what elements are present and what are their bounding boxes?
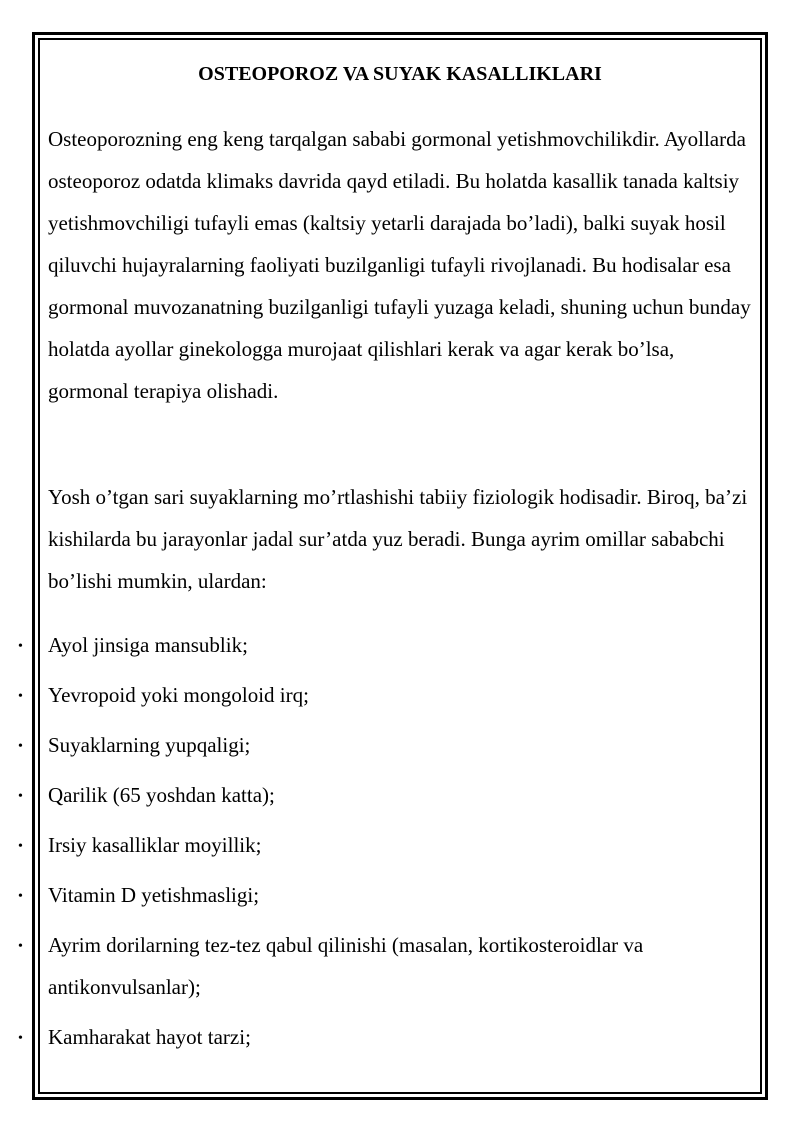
list-item xyxy=(0,724,758,766)
document-title: OSTEOPOROZ VA SUYAK KASALLIKLARI xyxy=(198,63,602,85)
list-item-text: Yevropoid yoki mongoloid irq; xyxy=(48,683,309,707)
paragraph-aging-factors: Yosh o’tgan sari suyaklarning mo’rtlashishi tabiiy fiziologik hodisadir. Biroq, ba’zi kishilarda bu jarayonlar jadal sur’atda yuz beradi. Bunga ayrim omillar sababchi bo’lishi mumkin, ulardan: xyxy=(48,485,748,593)
bullet-icon: • xyxy=(18,1031,23,1046)
list-item-text: Ayrim dorilarning tez-tez qabul qilinishi (masalan, kortikosteroidlar va antikonvulsanlar); xyxy=(48,933,644,999)
list-item-text: Suyaklarning yupqaligi; xyxy=(48,733,251,757)
list-item-text: Ayol jinsiga mansublik; xyxy=(48,633,248,657)
bullet-icon: • xyxy=(18,689,23,704)
list-item xyxy=(0,874,758,916)
list-item xyxy=(0,1016,758,1058)
bullet-icon: • xyxy=(18,789,23,804)
list-item xyxy=(0,674,758,716)
bullet-icon: • xyxy=(18,889,23,904)
bullet-icon: • xyxy=(18,939,23,954)
list-item-text: Qarilik (65 yoshdan katta); xyxy=(48,783,275,807)
list-item xyxy=(0,924,758,1008)
bullet-icon: • xyxy=(18,739,23,754)
bullet-icon: • xyxy=(18,639,23,654)
bullet-icon: • xyxy=(18,839,23,854)
list-item xyxy=(0,624,758,666)
paragraph-hormonal-cause: Osteoporozning eng keng tarqalgan sababi gormonal yetishmovchilikdir. Ayollarda osteoporoz odatda klimaks davrida qayd etiladi. Bu holatda kasallik tanada kaltsiy yetishmovchiligi tufayli emas (kaltsiy yetarli darajada bo’ladi), balki suyak hosil qiluvchi hujayralarning faoliyati buzilganligi tufayli rivojlanadi. Bu hodisalar esa gormonal muvozanatning buzilganligi tufayli yuzaga keladi, shuning uchun bunday holatda ayollar ginekologga murojaat qilishlari kerak va agar kerak bo’lsa, gormonal terapiya olishadi. xyxy=(48,127,751,403)
risk-factor-list xyxy=(0,624,800,1066)
list-item xyxy=(0,774,758,816)
list-item xyxy=(0,824,758,866)
list-item-text: Irsiy kasalliklar moyillik; xyxy=(48,833,262,857)
list-item-text: Vitamin D yetishmasligi; xyxy=(48,883,260,907)
list-item-text: Kamharakat hayot tarzi; xyxy=(48,1025,251,1049)
